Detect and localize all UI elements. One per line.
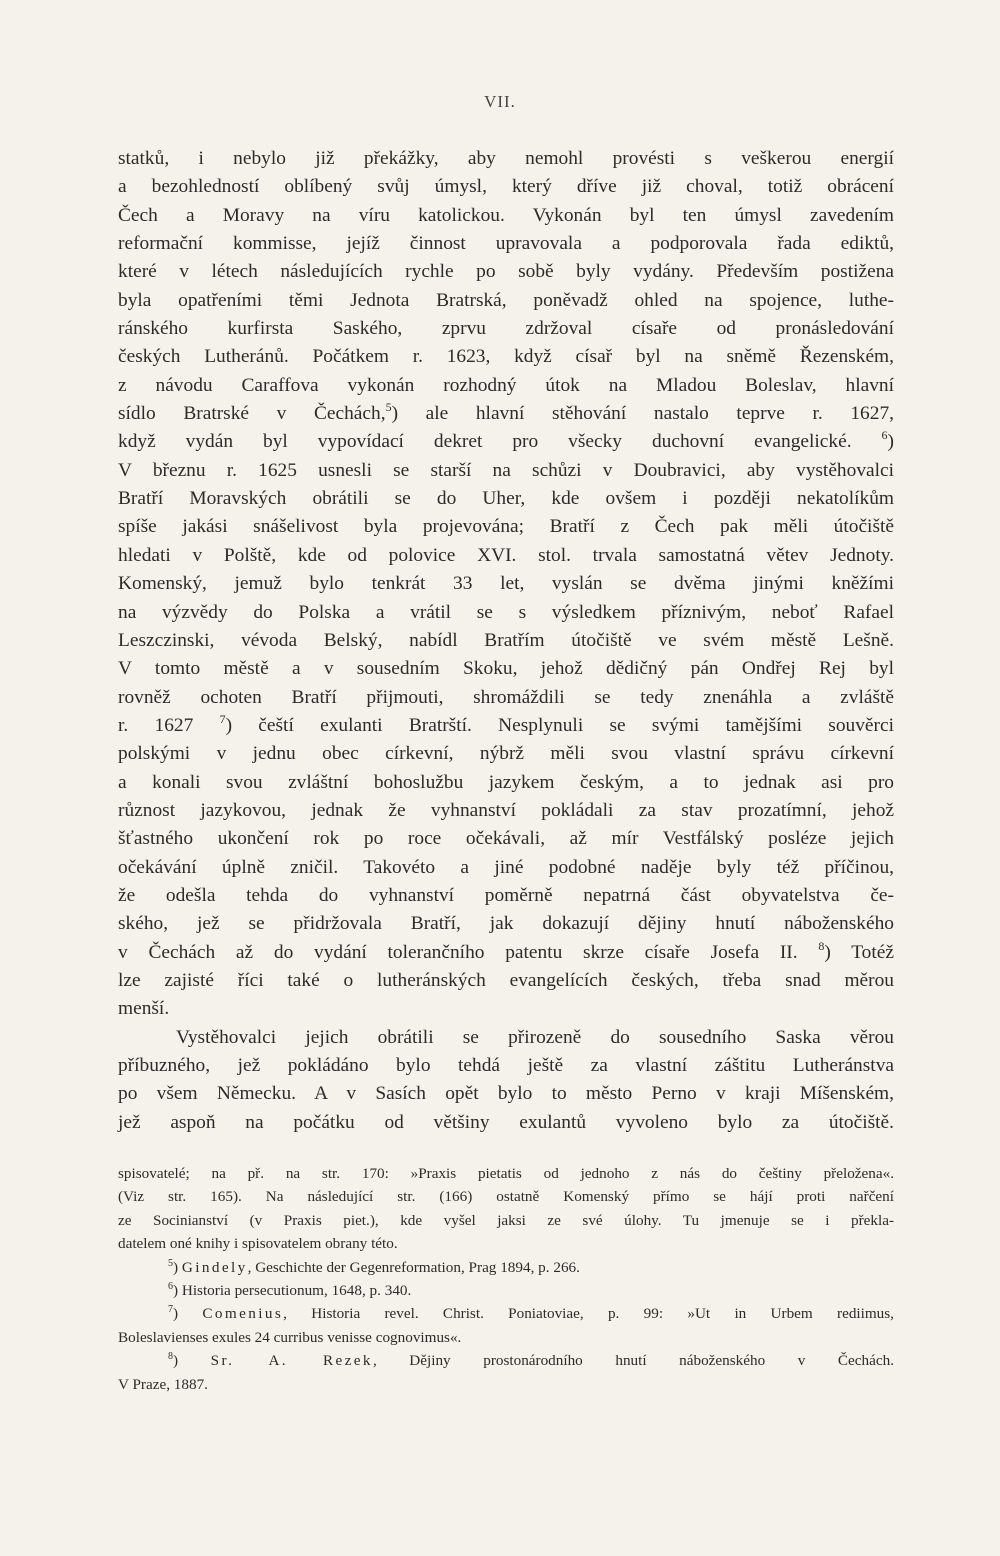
text-line: různost jazykovou, jednak že vyhnanství pokládali za stav prozatímní, jehož bbox=[118, 799, 894, 821]
footnote-7 bbox=[118, 1302, 894, 1325]
text-line: po všem Německu. A v Sasích opět bylo to město Perno v kraji Míšenském, bbox=[118, 1083, 894, 1105]
text-line: V březnu r. 1625 usnesli se starší na schůzi v Doubravici, aby vystěhovalci bbox=[118, 459, 894, 481]
text-line: očekávání úplně zničil. Takovéto a jiné podobné naděje byly též příčinou, bbox=[118, 856, 894, 878]
author-name: Sr. A. Rezek bbox=[210, 1352, 373, 1370]
footnote-line: Boleslavienses exules 24 curribus venisse cognovimus«. bbox=[118, 1328, 462, 1346]
text-line: českých Lutheránů. Počátkem r. 1623, když císař byl na sněmě Řezenském, bbox=[118, 346, 894, 368]
text-span: , Historia revel. Christ. Poniatoviae, p. 99: »Ut in Urbem rediimus, bbox=[283, 1305, 894, 1323]
text-line: reformační kommisse, jejíž činnost upravovala a podporovala řada ediktů, bbox=[118, 233, 894, 255]
text-line bbox=[118, 400, 894, 428]
footnote-8 bbox=[118, 1349, 894, 1372]
text-span: ) ale hlavní stěhování nastalo teprve r. 1627, bbox=[391, 403, 894, 425]
text-span: ) bbox=[173, 1258, 182, 1276]
text-line: jež aspoň na počátku od většiny exulantů vyvoleno bylo za útočiště. bbox=[118, 1111, 894, 1133]
footnote-ref: 8 bbox=[818, 938, 825, 953]
footnote-line: ze Socinianství (v Praxis piet.), kde vyšel jaksi ze své úlohy. Tu jmenuje se i překla- bbox=[118, 1211, 894, 1229]
text-line: a bezohledností oblíbený svůj úmysl, který dříve již choval, totiž obrácení bbox=[118, 176, 894, 198]
footnote-ref: 5 bbox=[385, 400, 392, 415]
text-span: sídlo Bratrské v Čechách, bbox=[118, 403, 386, 425]
page-number: VII. bbox=[484, 92, 516, 111]
footnote-5 bbox=[118, 1256, 894, 1279]
text-line: a konali svou zvláštní bohoslužbu jazykem českým, a to jednak asi pro bbox=[118, 771, 894, 793]
text-line: z návodu Caraffova vykonán rozhodný útok na Mladou Boleslav, hlavní bbox=[118, 374, 894, 396]
text-line: na výzvědy do Polska a vrátil se s výsledkem příznivým, neboť Rafael bbox=[118, 601, 894, 623]
footnote-line: datelem oné knihy i spisovatelem obrany této. bbox=[118, 1235, 398, 1253]
text-line: že odešla tehda do vyhnanství poměrně nepatrná část obyvatelstva če- bbox=[118, 884, 894, 906]
author-name: Comenius bbox=[202, 1305, 284, 1323]
text-line: Vystěhovalci jejich obrátili se přirozeně do sousedního Saska věrou bbox=[176, 1026, 894, 1048]
text-line: byla opatřeními těmi Jednota Bratrská, poněvadž ohled na spojence, luthe- bbox=[118, 289, 894, 311]
text-line: Leszczinski, vévoda Belský, nabídl Bratřím útočiště ve svém městě Lešně. bbox=[118, 629, 894, 651]
text-line bbox=[118, 428, 894, 456]
text-span: , Geschichte der Gegenreformation, Prag 1894, p. 266. bbox=[247, 1258, 580, 1276]
footnote-ref: 6 bbox=[881, 428, 888, 443]
text-span: Historia persecutionum, 1648, p. 340. bbox=[181, 1281, 412, 1299]
text-span: ) Totéž bbox=[824, 941, 894, 963]
text-line: polskými v jednu obec církevní, nýbrž měli svou vlastní správu církevní bbox=[118, 743, 894, 765]
text-line: Komenský, jemuž bylo tenkrát 33 let, vyslán se dvěma jinými kněžími bbox=[118, 573, 894, 595]
footnote-number: 5 bbox=[168, 1257, 173, 1269]
text-line: statků, i nebylo již překážky, aby nemohl provésti s veškerou energií bbox=[118, 148, 894, 169]
text-line bbox=[118, 712, 894, 740]
text-span: ) bbox=[173, 1352, 211, 1370]
text-line: V tomto městě a v sousedním Skoku, jehož dědičný pán Ondřej Rej byl bbox=[118, 658, 894, 680]
main-text bbox=[118, 145, 894, 1137]
text-span: v Čechách až do vydání tolerančního patentu skrze císaře Josefa II. bbox=[118, 941, 798, 963]
text-line: rovněž ochoten Bratří přijmouti, shromáždili se tedy znenáhla a zvláště bbox=[118, 686, 894, 708]
text-span: když vydán byl vypovídací dekret pro všecky duchovní evangelické. bbox=[118, 431, 852, 453]
text-line: šťastného ukončení rok po roce očekávali, až mír Vestfálský posléze jejich bbox=[118, 828, 894, 850]
text-span: ) bbox=[173, 1305, 203, 1323]
text-line bbox=[118, 939, 894, 967]
footnote-line: spisovatelé; na př. na str. 170: »Praxis pietatis od jednoho z nás do češtiny přeložena«. bbox=[118, 1165, 894, 1182]
text-span: ) bbox=[887, 431, 894, 453]
footnote-number: 7 bbox=[168, 1304, 173, 1316]
footnote-line: (Viz str. 165). Na následující str. (166) ostatně Komenský přímo se hájí proti nařčení bbox=[118, 1188, 894, 1206]
text-span: ) čeští exulanti Bratrští. Nesplynuli se svými tamějšími souvěrci bbox=[225, 714, 894, 736]
text-line: ránského kurfirsta Saského, zprvu zdržoval císaře od pronásledování bbox=[118, 318, 894, 340]
footnotes bbox=[118, 1162, 894, 1396]
footnote-6 bbox=[118, 1279, 894, 1302]
text-line: Bratří Moravských obrátili se do Uher, kde ovšem i později nekatolíkům bbox=[118, 488, 894, 510]
footnote-ref: 7 bbox=[219, 711, 226, 726]
text-span: , Dějiny prostonárodního hnutí náboženského v Čechách. bbox=[372, 1352, 895, 1370]
footnote-line: V Praze, 1887. bbox=[118, 1375, 208, 1393]
text-line: ského, jež se přidržovala Bratří, jak dokazují dějiny hnutí náboženského bbox=[118, 913, 894, 935]
text-line: menší. bbox=[118, 998, 170, 1020]
author-name: Gindely bbox=[181, 1258, 248, 1276]
text-span: r. 1627 bbox=[118, 714, 194, 736]
text-line: lze zajisté říci také o lutheránských evangelících českých, třeba snad měrou bbox=[118, 969, 894, 991]
text-line: spíše jakási snášelivost byla projevována; Bratří z Čech pak měli útočiště bbox=[118, 516, 894, 538]
text-line: hledati v Polště, kde od polovice XVI. stol. trvala samostatná větev Jednoty. bbox=[118, 544, 894, 566]
footnote-number: 8 bbox=[168, 1351, 173, 1363]
text-line: Čech a Moravy na víru katolickou. Vykonán byl ten úmysl zavedením bbox=[118, 204, 894, 226]
text-line: které v létech následujících rychle po sobě byly vydány. Především postižena bbox=[118, 261, 894, 283]
text-line: příbuzného, jež pokládáno bylo tehdá ještě za vlastní záštitu Lutheránstva bbox=[118, 1055, 894, 1076]
text-span: ) bbox=[173, 1281, 182, 1299]
footnote-number: 6 bbox=[168, 1280, 173, 1292]
